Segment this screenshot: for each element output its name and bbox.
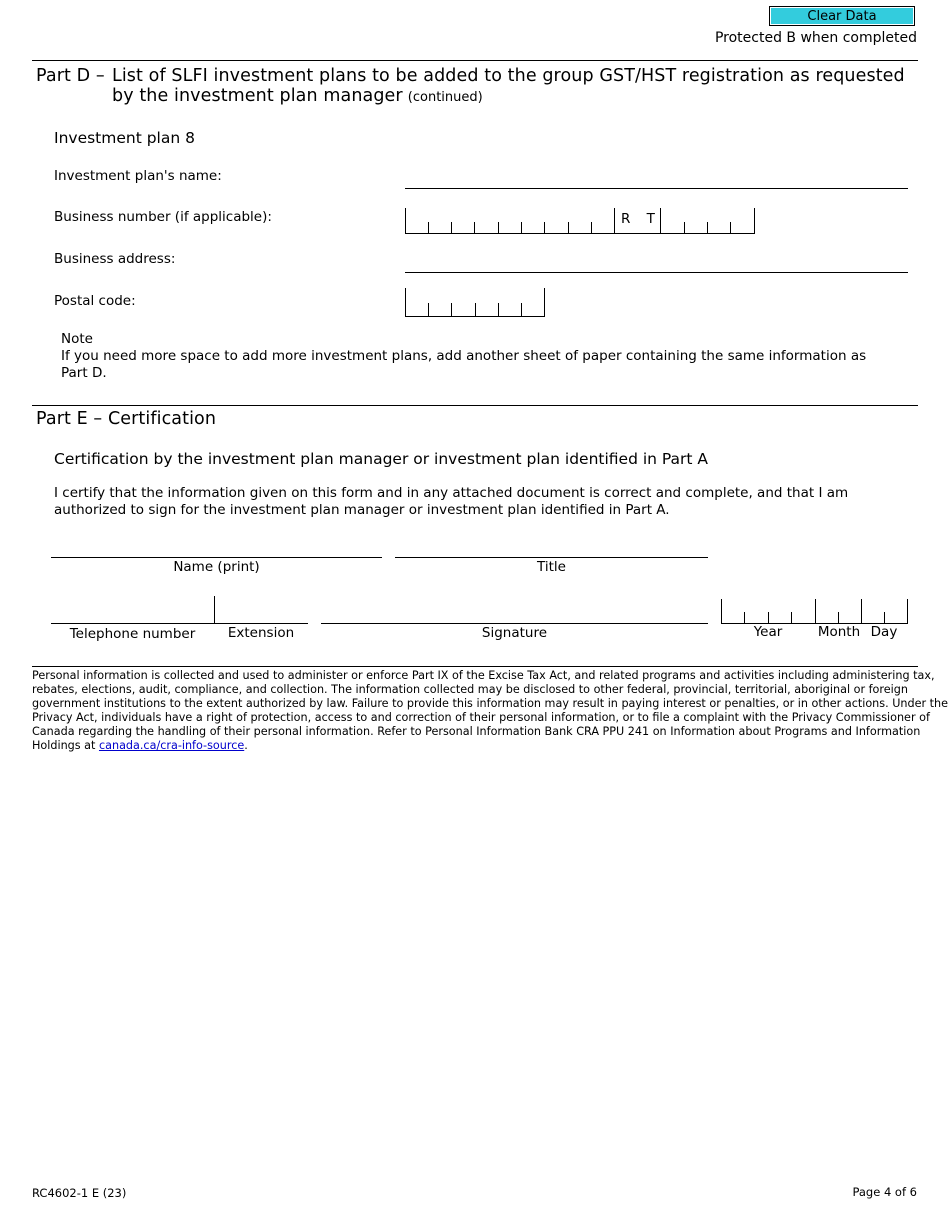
signature-label: Signature: [481, 625, 548, 641]
day-label: Day: [870, 624, 898, 640]
privacy-divider: [32, 666, 918, 667]
name-print-label: Name (print): [173, 559, 260, 575]
month-label: Month: [817, 624, 861, 640]
business-address-field[interactable]: [405, 272, 908, 273]
page-number: Page 4 of 6: [852, 1185, 917, 1199]
date-field[interactable]: [721, 599, 908, 624]
privacy-line6-prefix: Holdings at: [32, 739, 96, 752]
business-number-label: Business number (if applicable):: [54, 209, 272, 225]
top-divider: [32, 60, 918, 61]
part-d-title-line2-wrap: [112, 86, 483, 106]
name-print-field[interactable]: [51, 557, 382, 558]
privacy-line: Canada regarding the handling of their personal information. Refer to Personal Information Bank CRA PPU 241 on Information about Programs and Information: [32, 725, 921, 738]
title-label: Title: [537, 559, 566, 575]
year-label: Year: [753, 624, 783, 640]
postal-code-label: Postal code:: [54, 293, 136, 309]
signature-field[interactable]: [321, 623, 708, 624]
part-e-title: Part E – Certification: [36, 409, 217, 429]
protected-b-label: Protected B when completed: [714, 30, 917, 46]
telephone-field[interactable]: [51, 623, 214, 624]
postal-code-field[interactable]: [405, 288, 545, 317]
part-d-title-line1: List of SLFI investment plans to be added to the group GST/HST registration as requested: [112, 66, 905, 86]
continued-label: (continued): [407, 90, 483, 105]
business-number-field[interactable]: [405, 208, 755, 234]
extension-divider: [214, 596, 215, 624]
privacy-line: Privacy Act, individuals have a right of protection, access to and correction of their personal information, or to file a complaint with the Privacy Commissioner of: [32, 711, 930, 724]
certification-text-line1: I certify that the information given on this form and in any attached document is correct and complete, and that I am: [54, 485, 849, 501]
part-e-divider: [32, 405, 918, 406]
certification-text-line2: authorized to sign for the investment plan manager or investment plan identified in Part A.: [54, 502, 670, 518]
note-heading: Note: [61, 331, 93, 347]
extension-field[interactable]: [214, 623, 308, 624]
plan-name-field[interactable]: [405, 188, 908, 189]
plan-heading: Investment plan 8: [54, 129, 195, 147]
privacy-statement: [32, 669, 948, 753]
extension-label: Extension: [227, 625, 295, 641]
plan-name-label: Investment plan's name:: [54, 168, 222, 184]
part-d-prefix: Part D –: [36, 66, 105, 86]
part-d-title-line2: by the investment plan manager: [112, 86, 403, 106]
rt-label: R T: [621, 211, 661, 227]
privacy-line: [32, 739, 918, 753]
privacy-line: government institutions to the extent authorized by law. Failure to provide this information may result in paying interest or penalties, or in other actions. Under the: [32, 697, 948, 710]
privacy-line: rebates, elections, audit, compliance, and collection. The information collected may be disclosed to other federal, provincial, territorial, aboriginal or foreign: [32, 683, 908, 696]
clear-data-button[interactable]: Clear Data: [769, 6, 915, 26]
business-address-label: Business address:: [54, 251, 176, 267]
certification-subtitle: Certification by the investment plan manager or investment plan identified in Part A: [54, 450, 709, 468]
privacy-line6-suffix: .: [244, 739, 248, 752]
telephone-label: Telephone number: [69, 626, 196, 642]
note-text-line2: Part D.: [61, 365, 107, 381]
form-identifier: RC4602-1 E (23): [32, 1186, 127, 1200]
cra-info-source-link[interactable]: canada.ca/cra-info-source: [98, 739, 245, 752]
privacy-line: Personal information is collected and used to administer or enforce Part IX of the Excise Tax Act, and related programs and activities including administering tax,: [32, 669, 935, 682]
title-field[interactable]: [395, 557, 708, 558]
note-text-line1: If you need more space to add more investment plans, add another sheet of paper containing the same information as: [61, 348, 867, 364]
